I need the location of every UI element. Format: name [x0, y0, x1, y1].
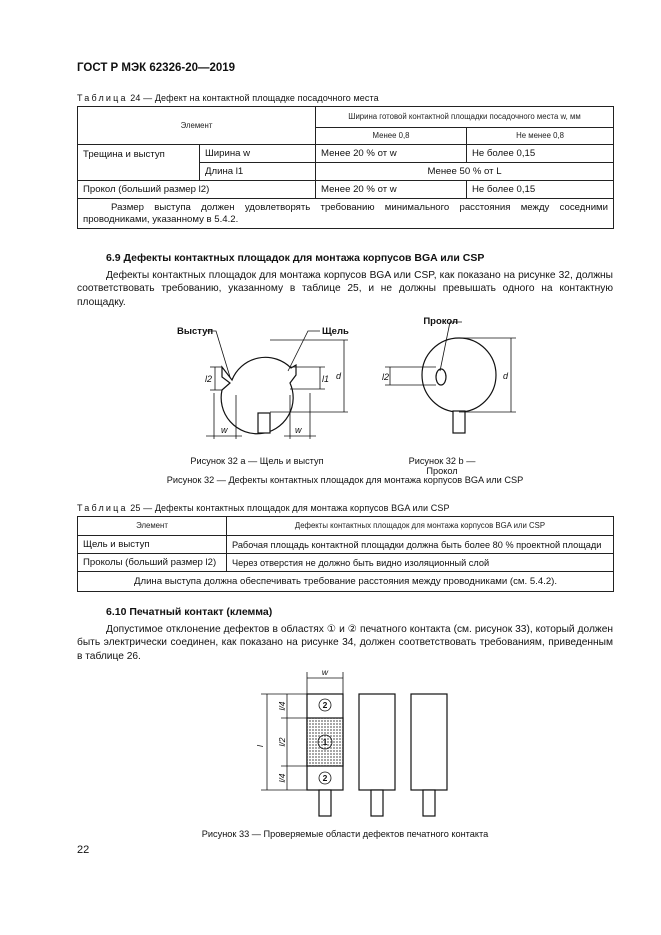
table-24 — [77, 106, 614, 229]
contact-3-tail — [423, 790, 435, 816]
table-24-cell: Менее 20 % от w — [316, 181, 467, 199]
table-25-cell: Проколы (больший размер l2) — [78, 554, 227, 572]
dim-l2-a: l2 — [205, 374, 213, 384]
table-row — [78, 554, 614, 572]
table-24-head-width: Ширина готовой контактной площадки посадочного места w, мм — [316, 107, 614, 128]
table-row — [78, 572, 614, 592]
area-1-label: 1 — [322, 737, 328, 747]
table-24-note: Размер выступа должен удовлетворять требованию минимального расстояния между соседними проводниками, указанному в 5.4.2. — [78, 199, 614, 229]
table-24-caption — [77, 93, 379, 103]
pad-b-stem — [453, 411, 465, 433]
table-24-cell: Менее 20 % от w — [316, 145, 467, 163]
section-6-9-paragraph: Дефекты контактных площадок для монтажа корпусов BGA или CSP, как показано на рисунке 32, должны соответствовать требованию, указанному в таблице 25, и не должны превышать одного на контактную площадку. — [77, 270, 613, 308]
figure-32 — [170, 305, 530, 445]
dim-d-b: d — [503, 371, 509, 381]
dim-l2: l/2 — [277, 737, 287, 747]
table-24-cell: Длина l1 — [200, 163, 316, 181]
section-6-10-paragraph: Допустимое отклонение дефектов в областях ① и ② печатного контакта (см. рисунок 33), который должен быть электрически соединен, как показано на рисунке 34, должен соответствовать требованиям, приведенным в таблице 26. — [77, 624, 613, 662]
figure-33 — [255, 666, 465, 824]
table-24-caption-prefix: Таблица — [77, 93, 128, 103]
table-24-head-less: Менее 0,8 — [316, 128, 467, 145]
table-row — [78, 145, 614, 163]
contact-2-tail — [371, 790, 383, 816]
table-25-caption-prefix: Таблица — [77, 503, 128, 513]
dim-l4-top: l/4 — [277, 701, 287, 711]
table-24-head-notless: Не менее 0,8 — [467, 128, 614, 145]
figure-33-caption: Рисунок 33 — Проверяемые области дефектов печатного контакта — [201, 829, 489, 839]
pad-b-outline — [422, 338, 496, 412]
table-25-caption-text: 25 — Дефекты контактных площадок для монтажа корпусов BGA или CSP — [127, 503, 450, 513]
contact-2-body — [359, 694, 395, 790]
area-2-top-label: 2 — [322, 700, 328, 710]
table-24-cell: Не более 0,15 — [467, 181, 614, 199]
label-prokol: Прокол — [423, 316, 458, 327]
dim-w-a-left: w — [221, 425, 228, 435]
table-25 — [77, 516, 614, 592]
table-25-cell: Щель и выступ — [78, 536, 227, 554]
section-6-10-title: 6.10 Печатный контакт (клемма) — [106, 606, 273, 618]
table-25-caption — [77, 503, 450, 513]
contact-3-body — [411, 694, 447, 790]
pad-a-stem — [258, 413, 270, 433]
dim-l1-a: l1 — [322, 374, 330, 384]
dim-d-a: d — [336, 371, 342, 381]
dim-w: w — [321, 667, 329, 677]
dim-w-a-right: w — [295, 425, 302, 435]
table-row — [78, 199, 614, 229]
label-shchel: Щель — [322, 326, 349, 337]
figure-32-caption: Рисунок 32 — Дефекты контактных площадок для монтажа корпусов BGA или CSP — [166, 475, 524, 485]
table-24-cell: Прокол (больший размер l2) — [78, 181, 316, 199]
table-24-cell: Не более 0,15 — [467, 145, 614, 163]
table-24-cell: Трещина и выступ — [78, 145, 200, 181]
page-number: 22 — [77, 844, 90, 856]
table-24-caption-text: 24 — Дефект на контактной площадке посадочного места — [127, 93, 379, 103]
figure-32b-caption: Рисунок 32 b — Прокол — [408, 456, 476, 476]
table-24-head-element: Элемент — [78, 107, 316, 145]
contact-1-tail — [319, 790, 331, 816]
dim-l: l — [255, 745, 265, 747]
table-row — [78, 181, 614, 199]
figure-32a-caption: Рисунок 32 а — Щель и выступ — [190, 456, 324, 466]
table-25-cell: Рабочая площадь контактной площадки должна быть более 80 % проектной площади — [227, 536, 614, 554]
standard-header: ГОСТ Р МЭК 62326-20—2019 — [77, 62, 236, 74]
table-row — [78, 536, 614, 554]
table-24-cell: Менее 50 % от L — [316, 163, 614, 181]
dim-l2-b: l2 — [382, 372, 390, 382]
table-24-cell: Ширина w — [200, 145, 316, 163]
table-25-cell: Через отверстия не должно быть видно изоляционный слой — [227, 554, 614, 572]
dim-l4-bottom: l/4 — [277, 773, 287, 783]
table-25-head-element: Элемент — [78, 517, 227, 536]
section-6-9-title: 6.9 Дефекты контактных площадок для монтажа корпусов BGA или CSP — [106, 252, 485, 264]
table-25-head-defects: Дефекты контактных площадок для монтажа корпусов BGA или CSP — [227, 517, 614, 536]
area-2-bottom-label: 2 — [322, 773, 328, 783]
table-25-note: Длина выступа должна обеспечивать требование расстояния между проводниками (см. 5.4.2). — [78, 572, 614, 592]
pad-b-puncture — [436, 369, 446, 385]
label-vystup: Выступ — [177, 326, 214, 337]
